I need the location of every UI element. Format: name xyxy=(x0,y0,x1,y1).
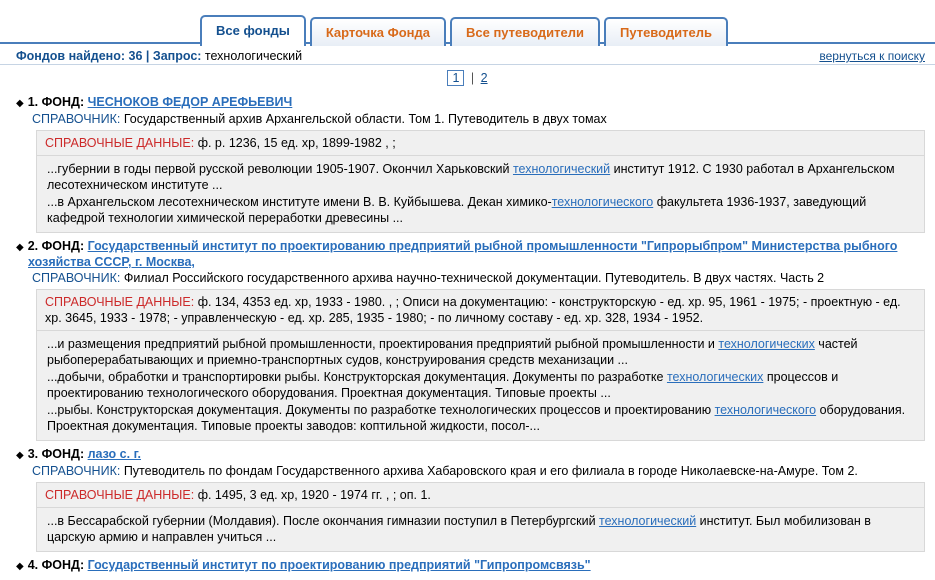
tab-fond-card[interactable]: Карточка Фонда xyxy=(310,17,446,46)
record-number: 2. xyxy=(27,239,39,253)
record-number: 3. xyxy=(27,447,39,461)
diamond-bullet-icon: ◆ xyxy=(16,98,24,109)
guide-value: Путеводитель по фондам Государственного архива Хабаровского края и его филиала в городе Николаевске-на-Амуре. Том 2. xyxy=(123,464,858,478)
fond-name-link[interactable]: Государственный институт по проектированию предприятий "Гипропромсвязь" xyxy=(87,558,591,572)
snippet-text: институт 1912. С 1930 работал в Архангельском лесотехническом институте ... xyxy=(47,162,895,192)
tab-guide[interactable]: Путеводитель xyxy=(604,17,728,46)
tab-bar xyxy=(0,0,935,44)
snippet xyxy=(47,513,918,545)
guide-label: СПРАВОЧНИК: xyxy=(32,112,121,126)
info-separator: | xyxy=(145,49,150,63)
guide-value: Государственный архив Архангельской области. Том 1. Путеводитель в двух томах xyxy=(123,112,607,126)
record-heading xyxy=(16,239,925,270)
guide-label: СПРАВОЧНИК: xyxy=(32,464,121,478)
snippet-text: процессов и проектированию технологического оборудования. Проектная документация. Типовые проекты ... xyxy=(47,370,839,400)
snippet-highlight[interactable]: технологических xyxy=(666,370,764,384)
snippet xyxy=(47,194,918,226)
result-record xyxy=(14,447,925,552)
pagination xyxy=(0,65,935,91)
result-record xyxy=(14,558,925,574)
record-spravka xyxy=(36,289,925,331)
page-separator: | xyxy=(470,71,475,85)
record-heading xyxy=(16,447,925,463)
snippet xyxy=(47,402,918,434)
diamond-bullet-icon: ◆ xyxy=(16,561,24,572)
found-label: Фондов найдено: xyxy=(16,49,126,63)
fond-label: ФОНД: xyxy=(41,239,85,253)
snippet-text: ...добычи, обработки и транспортировки рыбы. Конструкторская документация. Документы по разработке xyxy=(47,370,667,384)
fond-name-link[interactable]: лазо с. г. xyxy=(87,447,141,461)
record-guide xyxy=(14,464,925,479)
snippet-text: оборудования. Проектная документация. Типовые проекты заводов: коптильной жидкости, посол-... xyxy=(47,403,906,433)
snippet xyxy=(47,369,918,401)
snippet xyxy=(47,336,918,368)
record-guide xyxy=(14,112,925,127)
snippet-text: ...в Архангельском лесотехническом институте имени В. В. Куйбышева. Декан химико- xyxy=(47,195,552,209)
fond-name-link[interactable]: ЧЕСНОКОВ ФЕДОР АРЕФЬЕВИЧ xyxy=(87,95,293,109)
fond-label: ФОНД: xyxy=(41,558,85,572)
result-record xyxy=(14,95,925,233)
snippet-highlight[interactable]: технологического xyxy=(551,195,654,209)
fond-name-link[interactable]: Государственный институт по проектированию предприятий рыбной промышленности "Гипрорыбпром" Министерства рыбного хозяйства СССР, г. Москва, xyxy=(28,239,898,269)
spravka-label: СПРАВОЧНЫЕ ДАННЫЕ: xyxy=(45,295,195,309)
record-heading xyxy=(16,558,925,574)
page-current[interactable]: 1 xyxy=(447,70,464,86)
fond-label: ФОНД: xyxy=(41,95,85,109)
record-snippets xyxy=(36,156,925,233)
record-snippets xyxy=(36,508,925,552)
tab-list xyxy=(200,0,935,44)
tab-all-fonds[interactable]: Все фонды xyxy=(200,15,306,46)
record-snippets xyxy=(36,331,925,441)
diamond-bullet-icon: ◆ xyxy=(16,242,24,253)
tab-all-guides[interactable]: Все путеводители xyxy=(450,17,600,46)
diamond-bullet-icon: ◆ xyxy=(16,450,24,461)
record-spravka xyxy=(36,130,925,156)
snippet-highlight[interactable]: технологических xyxy=(718,337,815,351)
back-to-search-link[interactable]: вернуться к поиску xyxy=(819,49,925,63)
query-label: Запрос: xyxy=(152,49,202,63)
snippet-text: ...рыбы. Конструкторская документация. Документы по разработке технологических процессов и проектированию xyxy=(47,403,715,417)
record-spravka xyxy=(36,482,925,508)
snippet xyxy=(47,161,918,193)
spravka-value: ф. 1495, 3 ед. хр, 1920 - 1974 гг. , ; оп. 1. xyxy=(197,488,431,502)
query-value: технологический xyxy=(204,49,303,63)
guide-value: Филиал Российского государственного архива научно-технической документации. Путеводитель. В двух частях. Часть 2 xyxy=(123,271,825,285)
fond-label: ФОНД: xyxy=(41,447,85,461)
record-heading xyxy=(16,95,925,111)
page-next[interactable]: 2 xyxy=(480,71,488,85)
record-number: 4. xyxy=(27,558,39,572)
found-count: 36 xyxy=(128,49,143,63)
spravka-value: ф. 134, 4353 ед. хр, 1933 - 1980. , ; Описи на документацию: - конструкторскую - ед. хр. 95, 1961 - 1975; - проектную - ед. хр. 3645, 1933 - 1978; - управленческую - ед. хр. 285, 1935 - 1980; - по личному составу - ед. хр. 328, 1934 - 1952. xyxy=(45,295,901,325)
guide-label: СПРАВОЧНИК: xyxy=(32,271,121,285)
snippet-highlight[interactable]: технологический xyxy=(599,514,697,528)
record-number: 1. xyxy=(27,95,39,109)
spravka-value: ф. р. 1236, 15 ед. хр, 1899-1982 , ; xyxy=(197,136,396,150)
spravka-label: СПРАВОЧНЫЕ ДАННЫЕ: xyxy=(45,488,195,502)
result-record xyxy=(14,239,925,441)
snippet-text: ...губернии в годы первой русской революции 1905-1907. Окончил Харьковский xyxy=(47,162,513,176)
snippet-text: факультета 1936-1937, заведующий кафедрой технологии химической переработки древесины ... xyxy=(47,195,867,225)
snippet-text: частей рыбоперерабатывающих и приемно-транспортных судов, конструирования средств механизации ... xyxy=(47,337,858,367)
snippet-highlight[interactable]: технологического xyxy=(714,403,817,417)
snippet-text: ...и размещения предприятий рыбной промышленности, проектирования предприятий рыбной промышленности и xyxy=(47,337,719,351)
record-guide xyxy=(14,271,925,286)
snippet-text: ...в Бессарабской губернии (Молдавия). После окончания гимназии поступил в Петербургский xyxy=(47,514,600,528)
snippet-text: институт. Был мобилизован в царскую армию и направлен учиться ... xyxy=(47,514,871,544)
results-list xyxy=(0,91,935,580)
results-info-bar xyxy=(0,44,935,65)
spravka-label: СПРАВОЧНЫЕ ДАННЫЕ: xyxy=(45,136,195,150)
snippet-highlight[interactable]: технологический xyxy=(512,162,611,176)
